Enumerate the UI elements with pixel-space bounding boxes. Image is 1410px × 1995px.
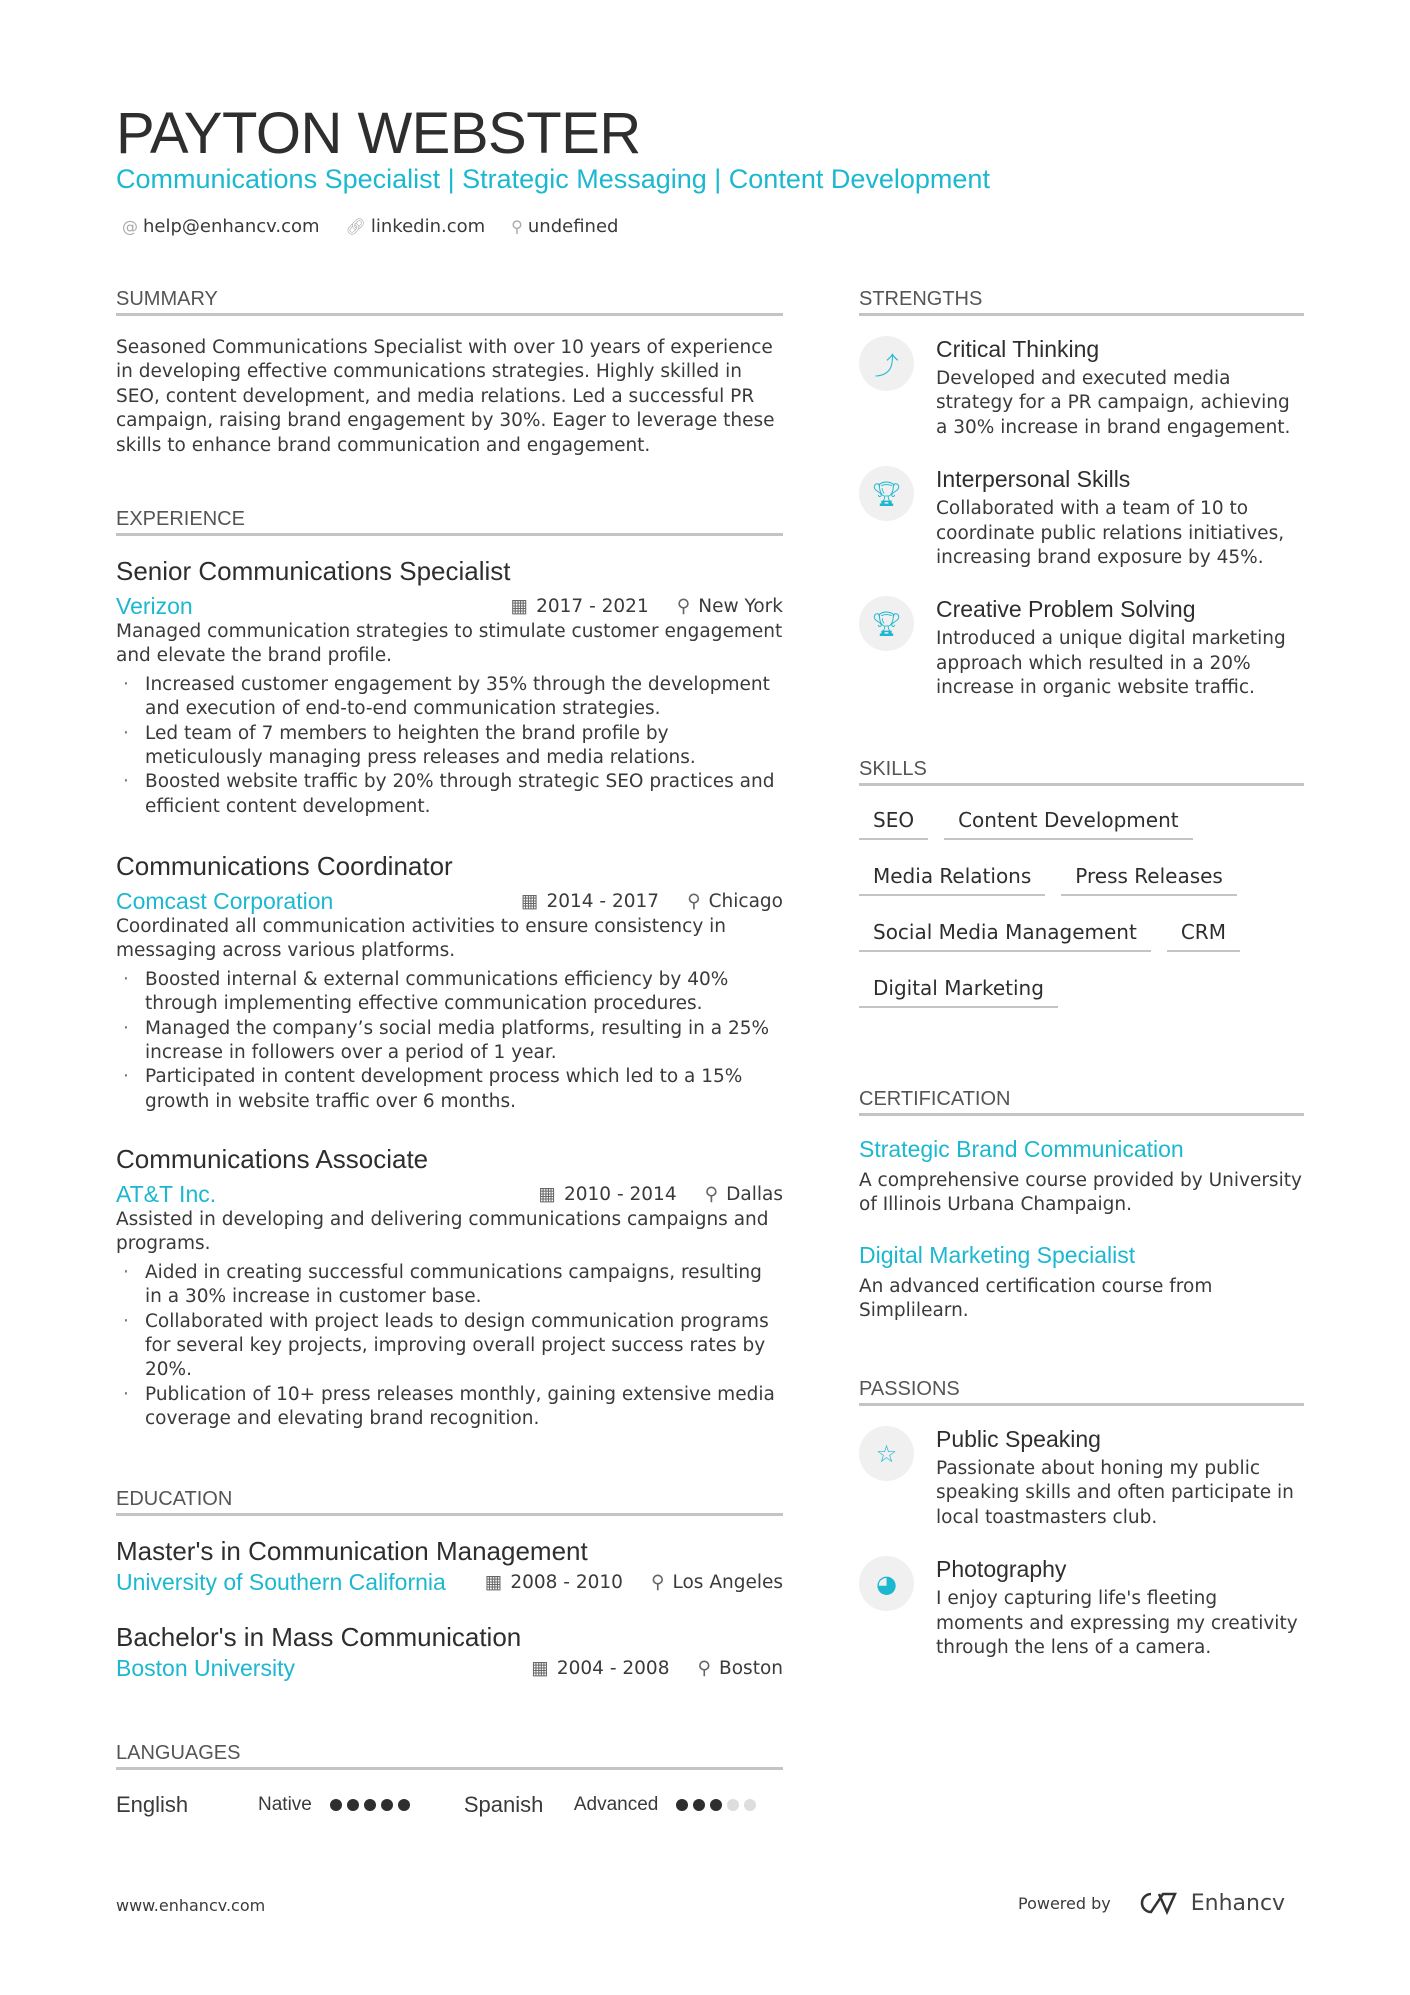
rating-dots [676, 1799, 756, 1811]
skill-tag: SEO [859, 808, 928, 840]
bullet: · Publication of 10+ press releases monthly, gaining extensive media coverage and elevating brand recognition. [116, 1383, 783, 1432]
cert-desc: A comprehensive course provided by University of Illinois Urbana Champaign. [859, 1170, 1302, 1216]
star-icon: ☆ [859, 1426, 914, 1481]
dates: 2004 - 2008 [556, 1658, 670, 1679]
rating-dots [330, 1799, 410, 1811]
strength-desc: Developed and executed media strategy for a PR campaign, achieving a 30% increase in brand engagement. [936, 368, 1291, 438]
location-pin-icon: ⚲ [704, 1184, 719, 1205]
rating-dot [744, 1799, 756, 1811]
powered-by [1018, 1890, 1285, 1916]
degree: Bachelor's in Mass Communication [116, 1622, 522, 1652]
job-description: Coordinated all communication activities to ensure consistency in messaging across various platforms. [116, 916, 727, 962]
bullet: · Collaborated with project leads to design communication programs for several key projects, improving overall project success rates by 20%. [116, 1310, 783, 1383]
skill-tag: CRM [1167, 920, 1240, 952]
rating-dot [727, 1799, 739, 1811]
trophy-icon: 🏆︎ [859, 466, 914, 521]
footer-website[interactable]: www.enhancv.com [116, 1896, 266, 1915]
strength-item [859, 466, 1304, 570]
school: University of Southern California [116, 1569, 446, 1595]
enhancv-wordmark: Enhancv [1190, 1890, 1286, 1916]
section-heading: EDUCATION [116, 1488, 783, 1516]
calendar-icon: ▦ [484, 1572, 503, 1593]
education-entry [116, 1622, 783, 1682]
rating-dot [381, 1799, 393, 1811]
job-entry [116, 556, 783, 819]
strength-title: Interpersonal Skills [936, 466, 1131, 493]
bullet: · Aided in creating successful communications campaigns, resulting in a 30% increase in customer base. [116, 1261, 783, 1310]
rating-dot [676, 1799, 688, 1811]
location-pin-icon: ⚲ [676, 596, 691, 617]
job-entry [116, 851, 783, 1114]
calendar-icon: ▦ [531, 1658, 549, 1679]
passion-title: Public Speaking [936, 1426, 1101, 1452]
company: AT&T Inc. [116, 1181, 217, 1207]
bullet: · Led team of 7 members to heighten the brand profile by meticulously managing press releases and media relations. [116, 722, 783, 771]
passion-desc: Passionate about honing my public speaking skills and often participate in local toastmasters club. [936, 1458, 1294, 1528]
linkedin[interactable]: linkedin.com [370, 216, 486, 237]
education-section [116, 1488, 783, 1682]
email[interactable]: help@enhancv.com [143, 216, 320, 237]
bullet: · Managed the company’s social media platforms, resulting in a 25% increase in followers over a period of 1 year. [116, 1017, 783, 1066]
section-heading: CERTIFICATION [859, 1088, 1304, 1116]
enhancv-logo[interactable] [1133, 1890, 1285, 1916]
school-location: Boston [719, 1658, 783, 1679]
company: Comcast Corporation [116, 888, 334, 914]
cert-title: Strategic Brand Communication [859, 1136, 1184, 1162]
company: Verizon [116, 593, 193, 619]
skill-tag: Social Media Management [859, 920, 1151, 952]
rating-dot [330, 1799, 342, 1811]
language-name: Spanish [463, 1792, 544, 1817]
location-pin-icon: ⚲ [511, 217, 523, 236]
rating-dot [710, 1799, 722, 1811]
strength-item [859, 596, 1304, 700]
bullet: · Boosted website traffic by 20% through strategic SEO practices and efficient content development. [116, 770, 783, 819]
bullet: · Boosted internal & external communications efficiency by 40% through implementing effective communication procedures. [116, 968, 783, 1017]
rating-dot [398, 1799, 410, 1811]
dates: 2008 - 2010 [510, 1572, 623, 1593]
language-level: Advanced [573, 1794, 659, 1815]
section-heading: STRENGTHS [859, 288, 1304, 316]
job-location: Chicago [708, 891, 783, 912]
section-heading: PASSIONS [859, 1378, 1304, 1406]
calendar-icon: ▦ [510, 596, 529, 617]
strength-title: Critical Thinking [936, 336, 1100, 362]
candidate-name: PAYTON WEBSTER [116, 101, 641, 166]
passion-item [859, 1426, 1304, 1530]
strength-title: Creative Problem Solving [936, 596, 1196, 623]
contact-bar [122, 216, 618, 237]
calendar-icon: ▦ [538, 1184, 556, 1205]
school: Boston University [116, 1655, 295, 1681]
education-entry [116, 1536, 783, 1596]
rating-dot [364, 1799, 376, 1811]
strength-item [859, 336, 1304, 440]
passions-section [859, 1378, 1304, 1660]
strength-desc: Collaborated with a team of 10 to coordinate public relations initiatives, increasing brand exposure by 45%. [936, 498, 1285, 569]
job-title: Senior Communications Specialist [116, 556, 511, 586]
strategy-icon: ⤴ [859, 336, 914, 391]
summary-text: Seasoned Communications Specialist with over 10 years of experience in developing effective communications strategies. Highly skilled in SEO, content development, and media relations. Led a successful PR campaign, raising brand engagement by 30%. Eager to leverage these skills to enhance brand communication and engagement. [116, 337, 775, 456]
section-heading: SKILLS [859, 758, 1304, 786]
location-pin-icon: ⚲ [650, 1572, 665, 1593]
bullet: · Participated in content development process which led to a 15% growth in website traffic over 6 months. [116, 1065, 783, 1114]
language-level: Native [258, 1794, 312, 1815]
rating-dot [347, 1799, 359, 1811]
job-entry [116, 1144, 783, 1432]
link-icon: 🔗︎ [345, 217, 366, 236]
skill-tag: Media Relations [859, 864, 1045, 896]
certification-section [859, 1088, 1304, 1324]
skill-tag: Digital Marketing [859, 976, 1058, 1008]
job-location: New York [698, 596, 783, 617]
languages-section [116, 1742, 783, 1818]
degree: Master's in Communication Management [116, 1536, 588, 1566]
section-heading: LANGUAGES [116, 1742, 783, 1770]
experience-heading-block [116, 508, 783, 536]
job-description: Assisted in developing and delivering communications campaigns and programs. [116, 1209, 769, 1255]
cert-title: Digital Marketing Specialist [859, 1241, 1136, 1268]
powered-by-label: Powered by [1018, 1893, 1111, 1913]
summary-section [116, 288, 783, 458]
camera-icon: ◕ [859, 1556, 914, 1611]
cert-desc: An advanced certification course from Simplilearn. [859, 1275, 1213, 1322]
school-location: Los Angeles [672, 1572, 783, 1593]
job-description: Managed communication strategies to stimulate customer engagement and elevate the brand profile. [116, 621, 783, 667]
location-pin-icon: ⚲ [697, 1658, 712, 1679]
at-icon: @ [122, 217, 138, 236]
strengths-section [859, 288, 1304, 701]
dates: 2014 - 2017 [546, 891, 660, 912]
calendar-icon: ▦ [520, 891, 539, 912]
rating-dot [693, 1799, 705, 1811]
section-heading: SUMMARY [116, 288, 783, 316]
enhancv-logo-icon [1133, 1890, 1179, 1916]
job-location: Dallas [726, 1184, 783, 1205]
location: undefined [527, 216, 619, 237]
skill-tag: Press Releases [1061, 864, 1237, 896]
location-pin-icon: ⚲ [687, 891, 701, 912]
passion-item [859, 1556, 1304, 1660]
section-heading: EXPERIENCE [116, 508, 783, 536]
passion-desc: I enjoy capturing life's fleeting moments and expressing my creativity through the lens of a camera. [936, 1588, 1298, 1659]
strength-desc: Introduced a unique digital marketing approach which resulted in a 20% increase in organic website traffic. [936, 628, 1286, 699]
headline: Communications Specialist | Strategic Messaging | Content Development [116, 164, 990, 194]
passion-title: Photography [936, 1556, 1067, 1583]
job-title: Communications Associate [116, 1144, 429, 1174]
job-title: Communications Coordinator [116, 851, 453, 881]
trophy-icon: 🏆︎ [859, 596, 914, 651]
dates: 2010 - 2014 [563, 1184, 677, 1205]
dates: 2017 - 2021 [536, 596, 649, 617]
bullet: · Increased customer engagement by 35% through the development and execution of end-to-end communication strategies. [116, 673, 783, 722]
skills-section [859, 758, 1304, 1008]
language-name: English [116, 1792, 189, 1817]
skill-tag: Content Development [944, 808, 1193, 840]
